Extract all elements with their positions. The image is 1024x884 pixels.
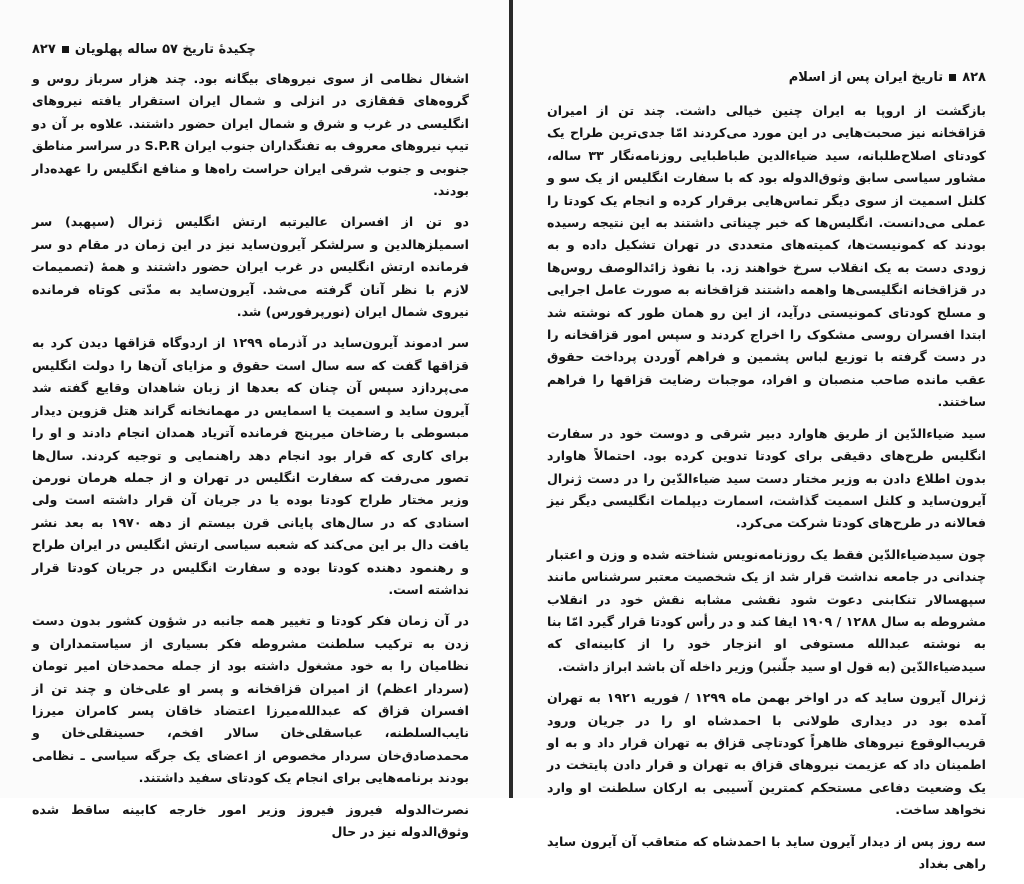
right-page-number: ۸۲۸ [962, 70, 986, 85]
paragraph: ژنرال آیرون ساید که در اواخر بهمن ماه ۱۲۹۹ / فوریه ۱۹۲۱ به تهران آمده بود در دیداری طولانی با احمدشاه او را در جریان ورود قریب‌الوقوع نیروهای ظاهراً کودتاچی قزاق به تهران قرار داد و به او اطمینان داد که عزیمت نیروهای قزاق به تهران و قرار دادن پایتخت در یک وضعیت دفاعی مستحکم کمترین آسیبی به ارکان سلطنت او وارد نخواهد ساخت. [547, 690, 986, 818]
paragraph: سید ضیاءالدّین از طریق هاوارد دبیر شرقی و دوست خود در سفارت انگلیس طرح‌های دقیقی برای کودتا تدوین کرده بود. احتمالاً هاوارد بدون اطلاع دادن به وزیر مختار دست سید ضیاءالدّین را در دست ژنرال آیرون‌ساید و کلنل اسمیت گذاشت، اسمارت دیپلمات انگلیسی دیگر نیز فعالانه در طرح‌های کودتا شرکت می‌کرد. [547, 425, 986, 531]
paragraph: نصرت‌الدوله فیروز فیروز وزیر امور خارجه کابینه ساقط شده وثوق‌الدوله نیز در حال [32, 801, 469, 839]
paragraph: اشغال نظامی از سوی نیروهای بیگانه بود. چند هزار سرباز روس و گروه‌های قفقازی در انزلی و شمال ایران استقرار یافته نیروهای انگلیسی در غرب و شرق و شمال ایران حضور داشتند. علاوه بر آن دو تیپ نیروهای معروف به تفنگداران جنوب ایران S.P.R در سراسر مناطق جنوبی و جنوب شرقی ایران حراست راه‌ها و منافع انگلیس را عهده‌دار بودند. [32, 71, 469, 199]
left-page-number: ۸۲۷ [32, 42, 56, 57]
left-running-title: چکیدهٔ تاریخ ۵۷ ساله پهلویان [74, 42, 256, 57]
left-page-header [32, 42, 256, 57]
paragraph: در آن زمان فکر کودتا و تغییر همه جانبه در شؤون کشور بدون دست زدن به ترکیب سلطنت مشروطه فکر بسیاری از سیاستمداران و نظامیان را به خود مشغول داشته بود از جمله محمدخان امیر تومان (سردار اعظم) از امیران قزاقخانه و پسر او علی‌خان و چند تن از افسران قزاق که عبدالله‌میرزا اعتضاد خاقان پسر کامران میرزا نایب‌السلطنه، عباسقلی‌خان سالار افخم، حسینقلی‌خان و محمدصادق‌خان سردار مخصوص از اعضای یک جرگه سیاسی ـ نظامی بودند برنامه‌هایی برای انجام یک کودتای سفید داشتند. [32, 613, 469, 786]
right-running-title: تاریخ ایران پس از اسلام [788, 70, 944, 85]
paragraph: سه روز پس از دیدار آیرون ساید با احمدشاه که متعاقب آن آیرون ساید راهی بغداد [547, 833, 986, 871]
paragraph: دو تن از افسران عالیرتبه ارتش انگلیس ژنرال (سپهبد) سر اسمیلزهالدین و سرلشکر آیرون‌ساید نیز در این زمان در مقام دو سر فرمانده ارتش انگلیس در غرب ایران حضور داشتند و همهٔ (تصمیمات لازم با نظر آنان گرفته می‌شد. آیرون‌ساید به مدّتی کوتاه فرمانده نیروی شمال ایران (نورپرفورس) شد. [32, 214, 469, 320]
left-page [0, 0, 509, 839]
right-page-header [789, 70, 986, 85]
header-bullet-icon [62, 46, 69, 53]
left-page-body [32, 68, 469, 852]
header-bullet-icon [949, 74, 956, 81]
paragraph: بازگشت از اروپا به ایران چنین خیالی داشت. چند تن از امیران قزاقخانه نیز صحبت‌هایی در این مورد می‌کردند امّا جدی‌ترین طراح یک کودتای اصلاح‌طلبانه، سید ضیاءالدین طباطبایی روزنامه‌نگار ۳۳ ساله، مشاور سیاسی سابق وثوق‌الدوله بود که با سفارت انگلیس از یک سو و کلنل اسمیت از سوی دیگر تماس‌هایی برقرار کرده و انجام یک کودتا را عملی می‌دانست. انگلیس‌ها که خبر چیناتی داشتند به این نتیجه رسیده بودند که کمونیست‌ها، کمیته‌های متعددی در تهران تشکیل داده و به زودی دست به یک انقلاب سرخ خواهند زد. با نفوذ زائدالوصف روس‌ها در قزاقخانه انگلیسی‌ها واهمه داشتند قزاقخانه به صورت عامل اجرایی و مسلح کودتای کمونیستی درآید، از این رو همان طور که نوشته شد ابتدا افسران روسی مشکوک را اخراج کردند و سپس امور قزاقخانه را در دست گرفته با توزیع لباس پشمین و فراهم آوردن پرداخت حقوق عقب مانده صاحب منصبان و افراد، موجبات رضایت قزاقها را فراهم ساختند. [547, 103, 987, 410]
paragraph: چون سیدضیاءالدّین فقط یک روزنامه‌نویس شناخته شده و وزن و اعتبار چندانی در جامعه نداشت قرار شد از یک شخصیت معتبر سرشناس مانند سپهسالار تنکابنی دعوت شود نقشی مشابه نقش خود در انقلاب مشروطه به سال ۱۲۸۸ / ۱۹۰۹ ایفا کند و در رأس کودتا قرار گیرد امّا بنا به نوشته عبدالله مستوفی او انزجار خود را از کابینه‌ای که سیدضیاءالدّین (به قول او سید جلّنبر) وزیر داخله آن باشد ابراز داشت. [547, 546, 986, 674]
right-page-body [547, 100, 986, 884]
paragraph: سر ادموند آیرون‌ساید در آذرماه ۱۲۹۹ از اردوگاه قزاقها دیدن کرد به قزاقها گفت که سه سال است حقوق و مزایای آن‌ها را دولت انگلیس می‌پردازد سپس آن چنان که بعدها از زبان شاهدان وقایع گفته شد آیرون ساید و اسمیت یا اسمایس در مهمانخانه گراند هتل قزوین دیدار مبسوطی با رضاخان میرپنج فرمانده آتریاد همدان انجام دادند و او را برای کاری که قرار بود انجام دهد راهنمایی و توجیه کردند. سال‌ها تصور می‌رفت که سفارت انگلیس در تهران و از جمله هرمان نورمن وزیر مختار طراح کودتا بوده یا در جریان آن قرار داشته است ولی اسنادی که در سال‌های پایانی قرن بیستم از دهه ۱۹۷۰ به بعد نشر یافت دال بر این می‌کند که شعبه سیاسی ارتش انگلیس در ایران طراح و رهنمود دهنده کودتا بوده و سفارت انگلیس در جریان کودتا قرار نداشته است. [32, 335, 469, 597]
right-page [513, 0, 1024, 871]
